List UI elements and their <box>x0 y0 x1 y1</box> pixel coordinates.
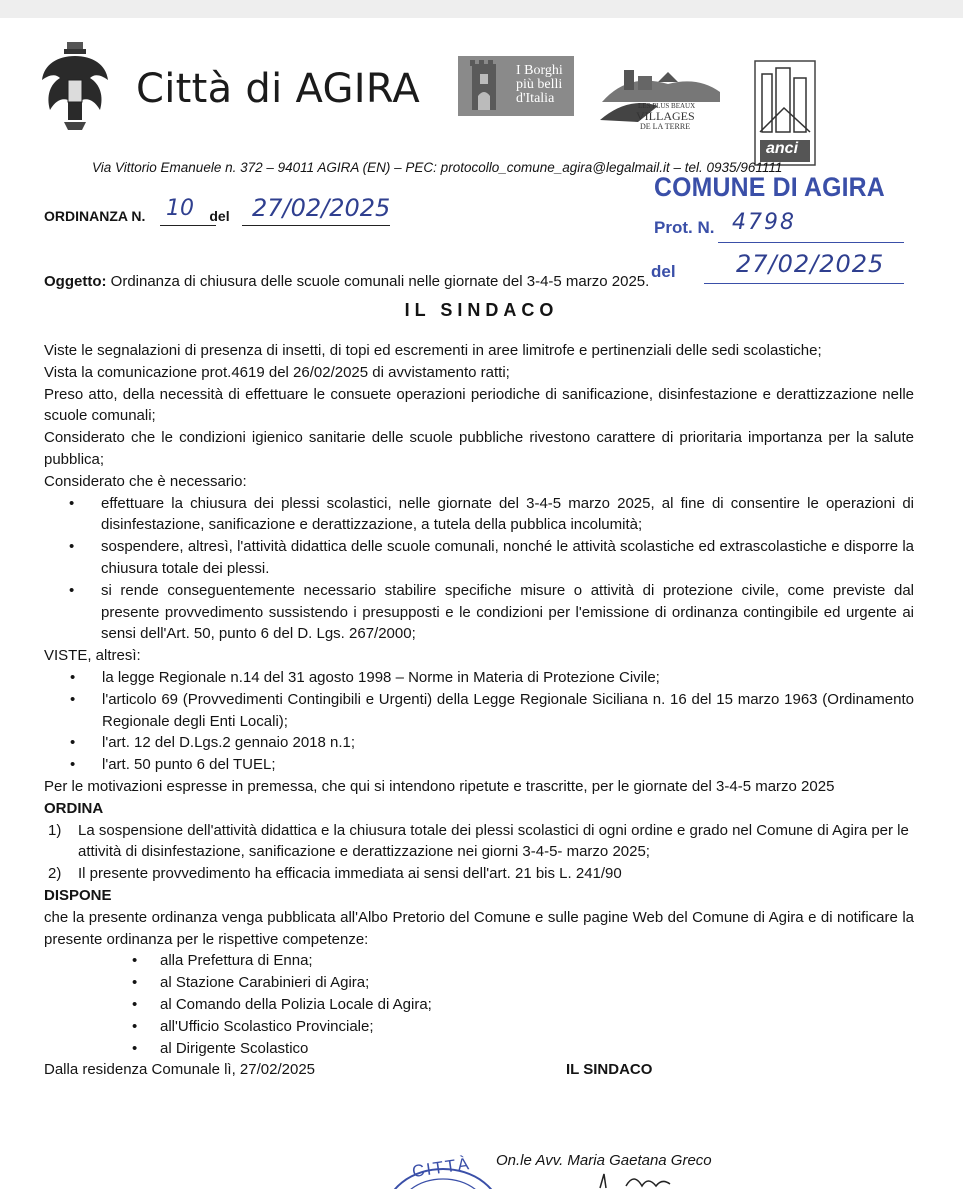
ordinance-document <box>0 18 963 1189</box>
signature-scribble <box>596 1168 686 1189</box>
premise-paragraph: Vista la comunicazione prot.4619 del 26/02/2025 di avvistamento ratti; <box>44 363 510 381</box>
ordinance-number-line: ORDINANZA N. del <box>44 208 230 224</box>
list-item: • l'art. 50 punto 6 del TUEL; <box>44 754 914 776</box>
list-item: • si rende conseguentemente necessario stabilire specifiche misure o attività di protezione civile, come previste dal presente provvedimento sussistendo i presupposti e le condizioni per l'emissione di ordinanza contingibile ed urgente ai sensi dell'Art. 50, punto 6 del D. Lgs. 267/2000; <box>44 580 914 645</box>
dispone-heading: DISPONE <box>44 886 112 904</box>
anci-logo: anci <box>754 60 816 166</box>
document-title: IL SINDACO <box>404 300 559 320</box>
borghi-logo-text: I Borghi più belli d'Italia <box>516 63 563 106</box>
list-item: • la legge Regionale n.14 del 31 agosto 1998 – Norme in Materia di Protezione Civile; <box>44 667 914 689</box>
viste-list <box>44 667 914 776</box>
city-crest-icon <box>38 40 112 132</box>
premise-paragraph: Considerato che è necessario: <box>44 472 247 490</box>
list-item: • alla Prefettura di Enna; <box>44 950 914 972</box>
viste-label: VISTE, altresì: <box>44 647 141 665</box>
ordina-list <box>44 820 914 885</box>
protocol-del-label: del <box>651 262 676 281</box>
protocol-date-handwritten: 27/02/2025 <box>736 250 885 278</box>
necessary-list <box>44 493 914 646</box>
premise-paragraph: Considerato che le condizioni igienico sanitarie delle scuole pubbliche rivestono carattere di prioritaria importanza per la salute pubblica; <box>44 429 914 468</box>
protocol-date-underline <box>704 283 904 284</box>
protocol-stamp-label: Prot. N. <box>654 218 715 237</box>
ordinance-date-underline <box>242 225 390 226</box>
document-body <box>44 340 914 1081</box>
ordinance-number-underline <box>160 225 216 226</box>
signatory-name: On.le Avv. Maria Gaetana Greco <box>496 1152 712 1169</box>
address-line: Via Vittorio Emanuele n. 372 – 94011 AGIRA (EN) – PEC: protocollo_comune_agira@legalmail.it – tel. 0935/961111 <box>92 160 783 175</box>
ordinance-number-handwritten: 10 <box>166 196 194 221</box>
motivation-paragraph: Per le motivazioni espresse in premessa, che qui si intendono ripetute e trascritte, per le giornate del 3-4-5 marzo 2025 <box>44 777 835 795</box>
dispone-paragraph: che la presente ordinanza venga pubblicata all'Albo Pretorio del Comune e sulle pagine Web del Comune di Agira e di notificare la presente ordinanza per le rispettive competenze: <box>44 908 914 948</box>
list-item: • al Comando della Polizia Locale di Agira; <box>44 994 914 1016</box>
list-item: • all'Ufficio Scolastico Provinciale; <box>44 1016 914 1038</box>
place-date: Dalla residenza Comunale lì, 27/02/2025 <box>44 1061 316 1079</box>
list-item: • l'art. 12 del D.Lgs.2 gennaio 2018 n.1; <box>44 732 914 754</box>
borghi-logo <box>458 56 574 116</box>
protocol-number-handwritten: 4798 <box>732 210 796 235</box>
premise-paragraph: Preso atto, della necessità di effettuare le consuete operazioni periodiche di sanificazione, disinfestazione e derattizzazione nelle scuole comunali; <box>44 385 914 425</box>
ordina-heading: ORDINA <box>44 799 104 817</box>
list-item: 1) La sospensione dell'attività didattica e la chiusura totale dei plessi scolastici di ogni ordine e grado nel Comune di Agira per le attività di disinfestazione, sanificazione e derattizzazione nei giorni 3-4-5- marzo 2025; <box>48 821 909 861</box>
castle-tower-icon <box>458 56 510 116</box>
list-item: • l'articolo 69 (Provvedimenti Contingibili e Urgenti) della Legge Regionale Siciliana n. 16 del 15 marzo 1963 (Ordinamento Regionale degli Enti Locali); <box>44 689 914 733</box>
list-item: 2) Il presente provvedimento ha efficacia immediata ai sensi dell'art. 21 bis L. 241/90 <box>48 865 622 883</box>
list-item: • sospendere, altresì, l'attività didattica delle scuole comunali, nonché le attività scolastiche ed extrascolastiche e disporre la chiusura totale dei plessi. <box>44 536 914 580</box>
premise-paragraph: Viste le segnalazioni di presenza di insetti, di topi ed escrementi in aree limitrofe e pertinenziali delle sedi scolastiche; <box>44 342 822 359</box>
city-name: Città di AGIRA <box>136 66 421 112</box>
signature-row <box>44 1059 914 1081</box>
protocol-stamp-name: COMUNE DI AGIRA <box>654 172 885 202</box>
ordinance-date-handwritten: 27/02/2025 <box>252 194 391 222</box>
list-item: • al Dirigente Scolastico <box>44 1038 914 1060</box>
list-item: • al Stazione Carabinieri di Agira; <box>44 972 914 994</box>
villages-logo: LES PLUS BEAUX VILLAGES DE LA TERRE <box>598 62 730 134</box>
signatory-title: IL SINDACO <box>566 1061 653 1079</box>
subject-line: Oggetto: Ordinanza di chiusura delle scuole comunali nelle giornate del 3-4-5 marzo 2025. <box>44 273 650 290</box>
recipients-list <box>44 950 914 1059</box>
seal-text: CITTÀ <box>410 1153 473 1182</box>
protocol-underline <box>718 242 904 243</box>
list-item: • effettuare la chiusura dei plessi scolastici, nelle giornate del 3-4-5 marzo 2025, al fine di consentire le operazioni di disinfestazione, sanificazione e derattizzazione, a tutela della pubblica incolumità; <box>44 493 914 537</box>
